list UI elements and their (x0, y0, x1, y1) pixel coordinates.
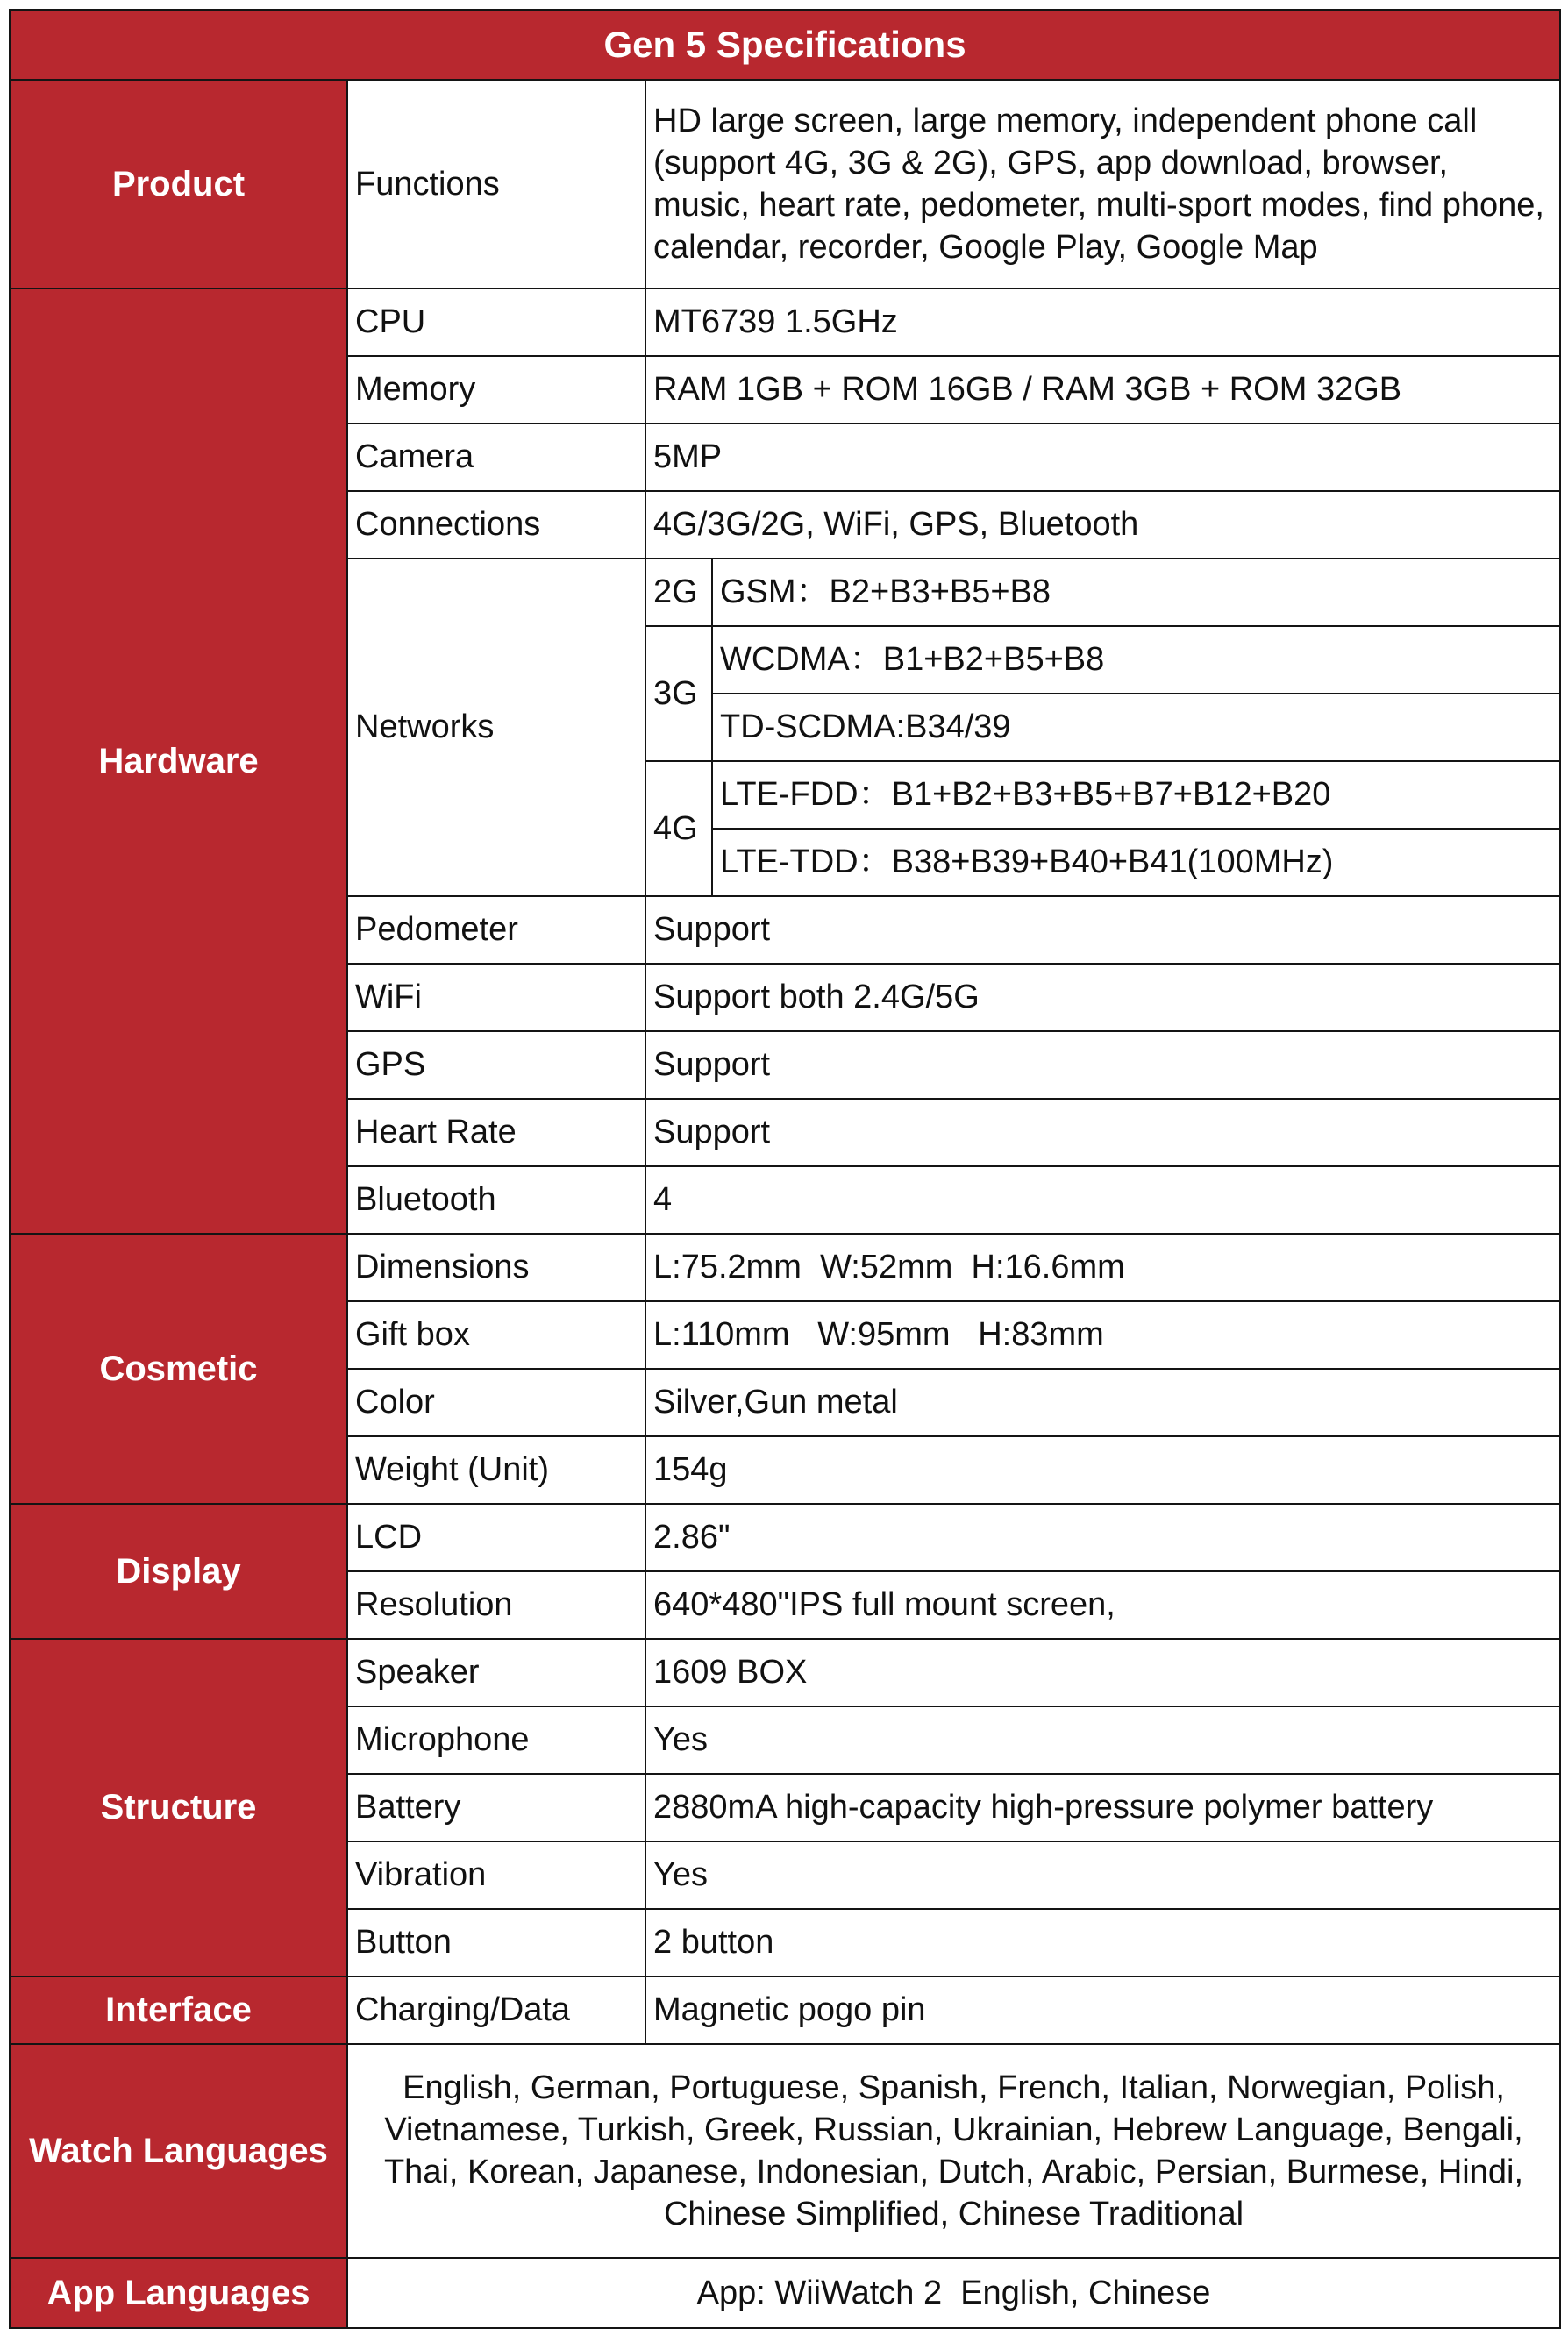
network-gen-3g: 3G (645, 626, 712, 761)
category-app-languages: App Languages (10, 2258, 347, 2328)
spec-label-resolution: Resolution (347, 1571, 645, 1639)
category-interface: Interface (10, 1976, 347, 2044)
spec-label-gift-box: Gift box (347, 1301, 645, 1369)
network-band-tdscdma: TD-SCDMA:B34/39 (712, 694, 1560, 761)
table-row (10, 1504, 1560, 1571)
spec-label-functions: Functions (347, 80, 645, 288)
category-product: Product (10, 80, 347, 288)
network-band-lte-fdd: LTE-FDD：B1+B2+B3+B5+B7+B12+B20 (712, 761, 1560, 829)
spec-value-weight: 154g (645, 1436, 1560, 1504)
spec-label-charging: Charging/Data (347, 1976, 645, 2044)
spec-label-pedometer: Pedometer (347, 896, 645, 964)
spec-value-app-languages: App: WiiWatch 2 English, Chinese (347, 2258, 1560, 2328)
network-gen-4g: 4G (645, 761, 712, 896)
spec-label-cpu: CPU (347, 288, 645, 356)
spec-value-color: Silver,Gun metal (645, 1369, 1560, 1436)
spec-label-lcd: LCD (347, 1504, 645, 1571)
spec-label-battery: Battery (347, 1774, 645, 1841)
spec-value-battery: 2880mA high-capacity high-pressure polymer battery (645, 1774, 1560, 1841)
title-row (10, 10, 1560, 80)
table-row (10, 1639, 1560, 1706)
spec-label-camera: Camera (347, 424, 645, 491)
spec-value-resolution: 640*480"IPS full mount screen, (645, 1571, 1560, 1639)
spec-table (9, 9, 1561, 2329)
spec-value-gift-box: L:110mm W:95mm H:83mm (645, 1301, 1560, 1369)
spec-value-speaker: 1609 BOX (645, 1639, 1560, 1706)
table-row (10, 288, 1560, 356)
table-row (10, 2258, 1560, 2328)
spec-value-pedometer: Support (645, 896, 1560, 964)
page-title: Gen 5 Specifications (10, 10, 1560, 80)
spec-label-button: Button (347, 1909, 645, 1976)
category-structure: Structure (10, 1639, 347, 1976)
spec-value-cpu: MT6739 1.5GHz (645, 288, 1560, 356)
spec-label-speaker: Speaker (347, 1639, 645, 1706)
spec-value-memory: RAM 1GB + ROM 16GB / RAM 3GB + ROM 32GB (645, 356, 1560, 424)
spec-label-heart-rate: Heart Rate (347, 1099, 645, 1166)
spec-value-charging: Magnetic pogo pin (645, 1976, 1560, 2044)
spec-value-connections: 4G/3G/2G, WiFi, GPS, Bluetooth (645, 491, 1560, 559)
spec-value-button: 2 button (645, 1909, 1560, 1976)
spec-value-watch-languages: English, German, Portuguese, Spanish, French, Italian, Norwegian, Polish, Vietnamese, Turkish, Greek, Russian, Ukrainian, Hebrew Language, Bengali, Thai, Korean, Japanese, Indonesian, Dutch, Arabic, Persian, Burmese, Hindi, Chinese Simplified, Chinese Traditional (347, 2044, 1560, 2258)
category-watch-languages: Watch Languages (10, 2044, 347, 2258)
table-row (10, 2044, 1560, 2258)
spec-label-gps: GPS (347, 1031, 645, 1099)
spec-value-wifi: Support both 2.4G/5G (645, 964, 1560, 1031)
category-hardware: Hardware (10, 288, 347, 1234)
spec-value-heart-rate: Support (645, 1099, 1560, 1166)
spec-value-vibration: Yes (645, 1841, 1560, 1909)
category-display: Display (10, 1504, 347, 1639)
spec-sheet (9, 9, 1559, 2341)
spec-label-weight: Weight (Unit) (347, 1436, 645, 1504)
spec-label-connections: Connections (347, 491, 645, 559)
spec-value-camera: 5MP (645, 424, 1560, 491)
spec-label-microphone: Microphone (347, 1706, 645, 1774)
network-gen-2g: 2G (645, 559, 712, 626)
spec-value-microphone: Yes (645, 1706, 1560, 1774)
spec-value-functions: HD large screen, large memory, independent phone call (support 4G, 3G & 2G), GPS, app download, browser, music, heart rate, pedometer, multi-sport modes, find phone, calendar, recorder, Google Play, Google Map (645, 80, 1560, 288)
category-cosmetic: Cosmetic (10, 1234, 347, 1504)
network-band-wcdma: WCDMA：B1+B2+B5+B8 (712, 626, 1560, 694)
spec-value-dimensions: L:75.2mm W:52mm H:16.6mm (645, 1234, 1560, 1301)
spec-value-gps: Support (645, 1031, 1560, 1099)
table-row (10, 1976, 1560, 2044)
spec-value-lcd: 2.86" (645, 1504, 1560, 1571)
spec-label-networks: Networks (347, 559, 645, 896)
spec-label-vibration: Vibration (347, 1841, 645, 1909)
network-band-gsm: GSM：B2+B3+B5+B8 (712, 559, 1560, 626)
spec-label-memory: Memory (347, 356, 645, 424)
table-row (10, 1234, 1560, 1301)
network-band-lte-tdd: LTE-TDD：B38+B39+B40+B41(100MHz) (712, 829, 1560, 896)
spec-label-dimensions: Dimensions (347, 1234, 645, 1301)
spec-label-color: Color (347, 1369, 645, 1436)
spec-value-bluetooth: 4 (645, 1166, 1560, 1234)
spec-label-bluetooth: Bluetooth (347, 1166, 645, 1234)
spec-label-wifi: WiFi (347, 964, 645, 1031)
table-row (10, 80, 1560, 288)
